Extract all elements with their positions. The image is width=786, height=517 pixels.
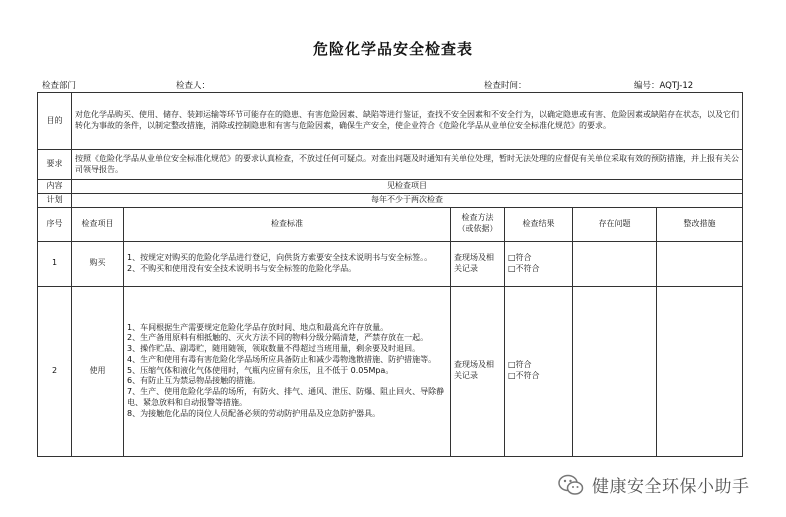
pass-checkbox[interactable]: □符合 — [508, 252, 532, 262]
plan-text: 每年不少于两次检查 — [72, 193, 743, 207]
header-item: 检查项目 — [72, 207, 124, 241]
row-problem — [573, 286, 657, 456]
row-result — [505, 286, 573, 456]
watermark — [558, 470, 773, 500]
standard-item: 7、生产、使用危险化学品的场所，有防火、排气、通风、泄压、防爆、阻止回火、导除静电、紧急放料和自动报警等措施。 — [127, 387, 445, 408]
purpose-row — [38, 93, 743, 150]
row-no: 1 — [38, 241, 72, 286]
table-row — [38, 241, 743, 286]
row-fix — [657, 286, 743, 456]
standard-item: 1、车间根据生产需要规定危险化学品存放时间、地点和最高允许存放量。 — [127, 322, 389, 332]
header-result: 检查结果 — [505, 207, 573, 241]
plan-label: 计划 — [38, 193, 72, 207]
standard-item: 4、生产和使用有毒有害危险化学品场所应具备防止和减少毒物逸散措施、防护措施等。 — [127, 354, 437, 364]
content-label: 内容 — [38, 180, 72, 194]
standard-item: 2、生产备用原料有相抵触的、灭火方法不同的物料分级分隔清楚，严禁存放在一起。 — [127, 333, 429, 343]
row-result — [505, 241, 573, 286]
header-row — [38, 207, 743, 241]
purpose-text: 对危化学品购买、使用、储存、装卸运输等环节可能存在的隐患、有害危险因素、缺陷等进行鉴证，查找不安全因素和不安全行为，以确定隐患或有害、危险因素或缺陷存在状态，以及它们转化为事故的条件，以制定整改措施，消除或控制隐患和有害与危险因素，确保生产安全，使企业符合《危险化学品从业单位安全标准化规范》的要求。 — [72, 93, 743, 150]
header-fix: 整改措施 — [657, 207, 743, 241]
requirement-label: 要求 — [38, 150, 72, 180]
document-title: 危险化学品安全检查表 — [312, 40, 473, 58]
fail-checkbox[interactable]: □不符合 — [508, 263, 540, 273]
meta-dept: 检查部门 — [42, 81, 77, 91]
header-method: 检查方法（或依据） — [451, 207, 505, 241]
watermark-text: 健康安全环保小助手 — [592, 477, 750, 497]
row-problem — [573, 241, 657, 286]
header-problem: 存在问题 — [573, 207, 657, 241]
content-text: 见检查项目 — [72, 180, 743, 194]
row-item: 使用 — [72, 286, 124, 456]
standard-item: 2、不购买和使用没有安全技术说明书与安全标签的危险化学品。 — [127, 263, 357, 273]
requirement-row — [38, 150, 743, 180]
standard-item: 6、有防止互为禁忌物品接触的措施。 — [127, 376, 261, 386]
fail-checkbox[interactable]: □不符合 — [508, 371, 540, 381]
requirement-text: 按照《危险化学品从业单位安全标准化规范》的要求认真检查，不放过任何可疑点。对查出问题及时通知有关单位处理，暂时无法处理的应督促有关单位采取有效的预防措施，并上报有关公司领导报告。 — [72, 150, 743, 180]
meta-time: 检查时间： — [484, 81, 527, 91]
meta-number: 编号：AQTJ-12 — [634, 81, 694, 91]
wechat-icon — [558, 472, 584, 498]
header-no: 序号 — [38, 207, 72, 241]
pass-checkbox[interactable]: □符合 — [508, 360, 532, 370]
row-item: 购买 — [72, 241, 124, 286]
row-no: 2 — [38, 286, 72, 456]
standard-item: 1、按规定对购买的危险化学品进行登记，向供货方索要安全技术说明书与安全标签。。 — [127, 252, 433, 262]
meta-inspector: 检查人： — [176, 81, 211, 91]
purpose-label: 目的 — [38, 93, 72, 150]
row-fix — [657, 241, 743, 286]
table-row — [38, 286, 743, 456]
header-standard: 检查标准 — [124, 207, 451, 241]
row-standards — [124, 286, 451, 456]
row-method: 查现场及相关记录 — [451, 241, 505, 286]
standard-item: 5、压缩气体和液化气体使用时，气瓶内应留有余压，且不低于 0.05Mpa。 — [127, 365, 394, 375]
inspection-table — [37, 92, 743, 457]
standard-item: 8、为接触危化品的岗位人员配备必须的劳动防护用品及应急防护器具。 — [127, 408, 381, 418]
standard-item: 3、操作贮品、副毒贮，随用随领，领取数量不得超过当班用量，剩余要及时退回。 — [127, 344, 421, 354]
plan-row — [38, 193, 743, 207]
content-row — [38, 180, 743, 194]
row-method: 查现场及相关记录 — [451, 286, 505, 456]
row-standards — [124, 241, 451, 286]
